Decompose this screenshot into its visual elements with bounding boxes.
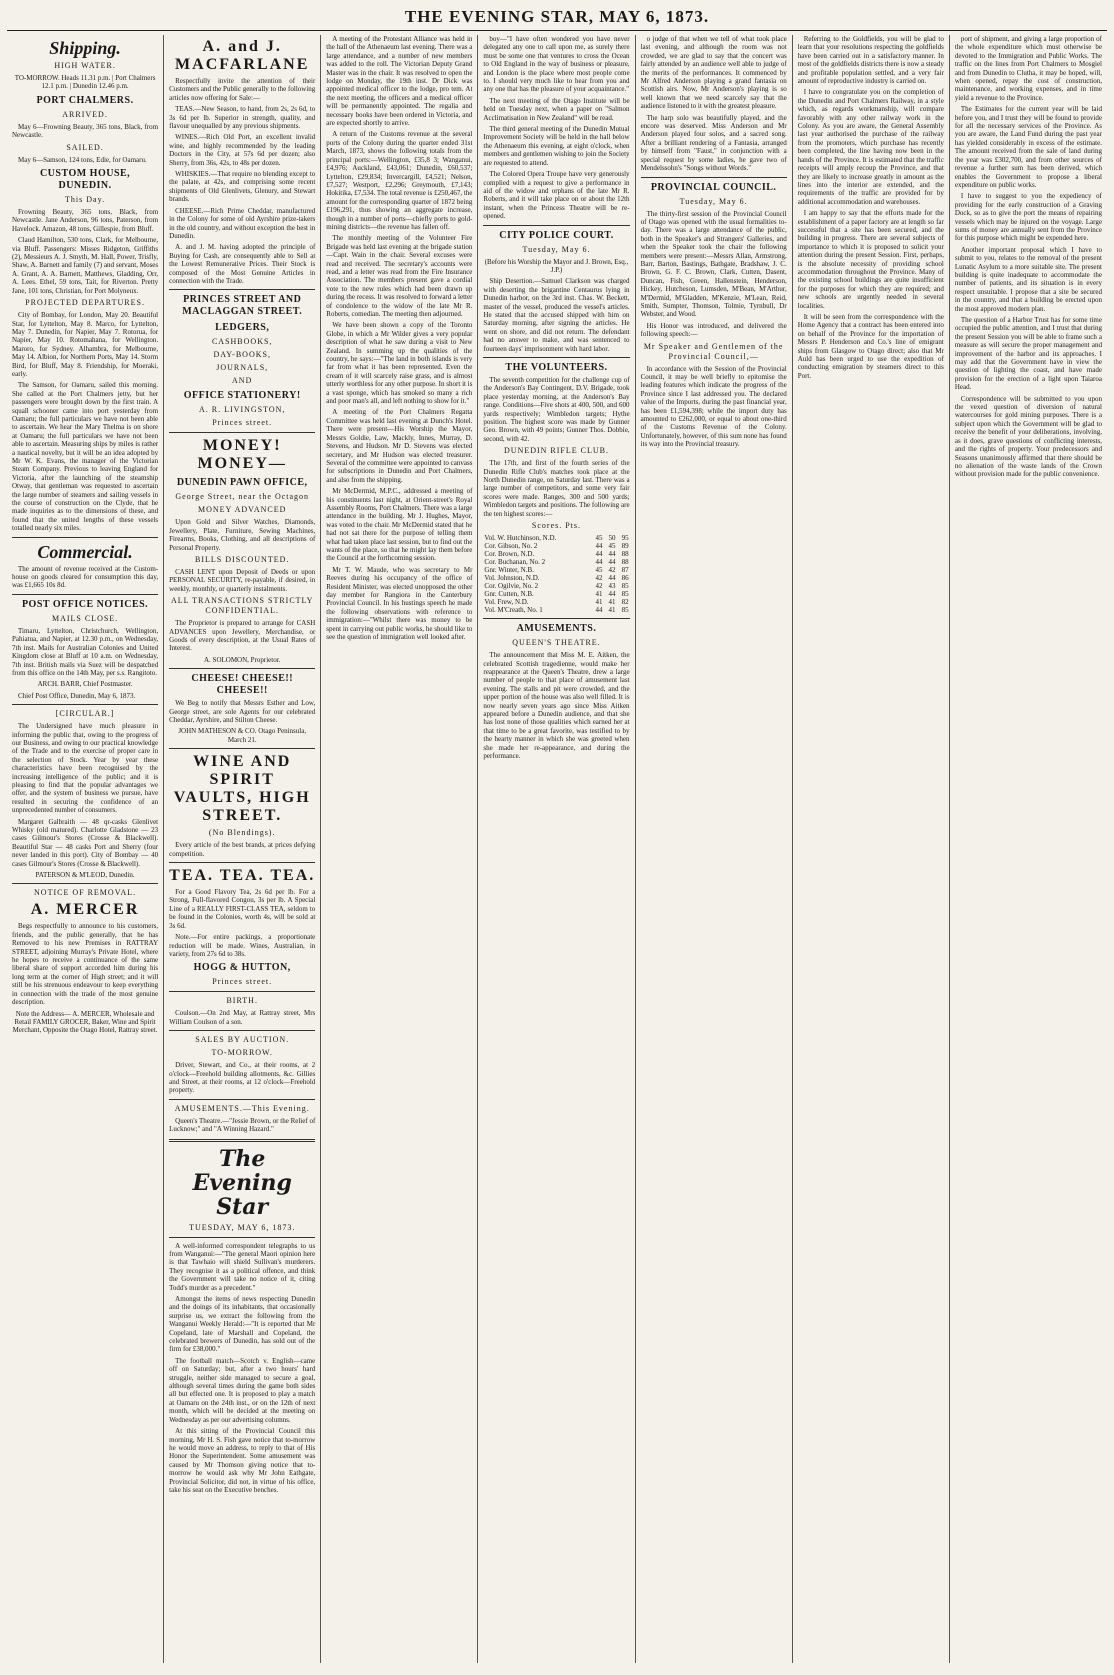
shipping-heading: Shipping.	[49, 38, 121, 58]
col7-text-2: The Estimates for the current year will be laid before you, and I trust they will be found to provide for all the necessary services of the Province. As you are aware, the Land Fund during the past year has yielded considerably in excess of the estimate. The amount received from the sale of land during the year was £302,700, and from other sources of revenue a further sum has been derived, which enables the Government to propose a liberal expenditure on public works.	[954, 105, 1102, 189]
score-300: 44	[595, 542, 603, 551]
commercial-heading: Commercial.	[37, 541, 133, 562]
score-500: 44	[608, 574, 616, 583]
cheese-text: We Beg to notify that Messrs Esther and Low, George street, are sole Agents for our celebrated Cheddar, Ayrshire, and Stilton Cheese.	[169, 699, 316, 725]
score-total: 85	[621, 606, 629, 615]
inwards-text: Frowning Beauty, 365 tons, Black, from Newcastle. Jane Anderson, 96 tons, Paterson, from Havelock. Amazon, 48 tons, Gillespie, from Bluff.	[12, 208, 159, 233]
col3-text-1: A meeting of the Protestant Alliance was held in the hall of the Athenaeum last evening. There was a large attendance, and a number of new members was added to the roll. The Victorian Deputy Grand Master was in the chair. It was resolved to open the lodge on Monday, the 19th inst. Dr Dick was appointed medical officer to the lodge, pro tem. At the next meeting, the officers and a medical officer will be permanently appointed. The regalia and necessary books have been ordered in Victoria, and are expected shortly to arrive.	[326, 35, 473, 128]
police-date: Tuesday, May 6.	[522, 244, 591, 254]
pawn-note: The Proprietor is prepared to arrange for CASH ADVANCES upon Jewellery, Merchandise, or Goods of every description, at the Usual Rates of Interest.	[169, 619, 316, 653]
score-300: 44	[595, 606, 603, 615]
arrived-text: May 6—Frowning Beauty, 365 tons, Black, from Newcastle.	[12, 122, 159, 140]
score-300: 41	[595, 598, 603, 607]
column-5	[636, 35, 793, 1663]
col5-text-1: o judge of that when we tell of what took place last evening, and although the room was not crowded, we are glad to say that the concert was fairly attended by an audience well able to judge of the merits of the performances. It commenced by Mr Alfred Anderson playing a grand fantasia on Scottish airs. Now, Mr Anderson's playing is so well known that we need scarcely say that the audience listened to it with the greatest pleasure.	[640, 35, 787, 111]
birth-heading: BIRTH.	[226, 996, 258, 1006]
bills-discounted: BILLS DISCOUNTED.	[195, 554, 290, 564]
score-300: 45	[595, 566, 603, 575]
sailed-text: May 6—Samson, 124 tons, Edie, for Oamaru.	[18, 155, 147, 164]
sales-sub: TO-MORROW.	[211, 1048, 273, 1058]
score-name: Cor. Ogilvie, No. 2	[484, 582, 539, 591]
speech-text: In accordance with the Session of the Provincial Council, it may be well briefly to epitomise the leading features which indicate the progress of the Province since I last addressed you. The declared value of the Imports, during the past financial year, has been £1,594,398; while the import duty has amounted to £262,000, or equal to about one-third of the Customs Revenue of the Colony. Unfortunately, however, of this sum none has found its way into the Provincial treasury.	[640, 364, 787, 449]
score-500: 50	[608, 534, 616, 543]
leader-4: At this sitting of the Provincial Council this morning, Mr H. S. Fish gave notice that to-morrow he would move an address, to reply to that of His Honor the Superintendent. Some amusement was caused by Mr Thomson giving notice that to-morrow he would ask why Mr John Eathgate, Provincial Solicitor, did not, in virtue of his office, take his seat on the Executive benches.	[169, 1427, 316, 1494]
score-500: 41	[608, 606, 616, 615]
score-name: Vol. Johnston, N.D.	[484, 574, 540, 583]
column-3	[321, 35, 478, 1663]
score-total: 87	[621, 566, 629, 575]
score-300: 42	[595, 582, 603, 591]
rifle-text: The 17th, and first of the fourth series of the Dunedin Rifle Club's matches took place at the North Dunedin range, on Saturday last. There was a large number of competitors, and some very fair scores were made. Ranges, 300 and 500 yards; Wimbledon targets and positions. The following are the ten highest scores:—	[483, 459, 630, 518]
amusements-section-heading: AMUSEMENTS.	[516, 623, 597, 635]
leader-2: Amongst the items of news respecting Dunedin and the doings of its inhabitants, that occasionally surprise us, we extract the following from the Wanganui Weekly Herald:—"It is reported that Mr Copeland, late of Marshall and Copeland, the celebrated brewers of Dunedin, has sold out of the firm for £38,000."	[169, 1295, 316, 1354]
col7-text-5: The question of a Harbor Trust has for some time occupied the public attention, and I trust that during the present Session you will be able to frame such a measure as will secure the proper management and improvement of the harbor and its approaches. I may add that the Government have in view the question of lighting the coast, and have made provision for the erection of a light upon Taiaroa Head.	[954, 316, 1102, 392]
projected-text: City of Bombay, for London, May 20. Beautiful Star, for Lyttelton, May 8. Marco, for Lyttelton, May 7. Dunedin, for Napier, May 7. Rotorua, for Napier, May 10. Rotomahana, for Wellington. Maroro, for Sydney. Alhambra, for Melbourne, May 14. Albion, for Northern Ports, May 14. Storm Bird, for Bluff, May 8. Friendship, for Moeraki, early.	[12, 311, 159, 378]
circular-heading: [CIRCULAR.]	[55, 709, 115, 719]
paper-date: TUESDAY, MAY 6, 1873.	[189, 1222, 296, 1232]
column-1	[7, 35, 164, 1663]
col4-text-1: boy—"I have often wondered you have never delegated any one to call upon me, as surely there must be some one that ventures to cross the Ocean to Old England in the way of business or pleasure, and London is the place where most people come to. I should very much like to hear from you and any one that has the pleasure of your acquaintance."	[483, 35, 630, 94]
ledgers: LEDGERS,	[215, 322, 270, 334]
col6-text-2: I have to congratulate you on the completion of the Dunedin and Port Chalmers Railway, in a style which, as regards workmanship, will compare favorably with any other railway work in the Colony. As you are aware, the General Assembly last year authorised the purchase of the railway from the promoters, which purchase has recently been completed, the line having now been in the hands of the Province. It is estimated that the traffic receipts will amply recoup the Province, and that they are likely to increase greatly in amount as the lines into the interior are extended, and the requirements of the traffic are provided for by additional accommodation and warehouses.	[797, 88, 944, 206]
score-total: 95	[621, 534, 629, 543]
wines-item: WINES.—Rich Old Port, an excellent invalid wine, and highly recommended by the leading Doctors in the City, at 57s 6d per dozen; also Sherry, from 36s, 42s, to 48s per dozen.	[169, 133, 316, 167]
removal-heading: NOTICE OF REMOVAL.	[34, 888, 137, 898]
score-row	[483, 574, 629, 582]
hogg-hutton: HOGG & HUTTON,	[193, 962, 291, 974]
macfarlane-text: Respectfully invite the attention of their Customers and the Public generally to the following articles now offering for Sale:—	[169, 77, 316, 102]
police-text: Ship Desertion.—Samuel Clarkson was charged with deserting the brigantine Centaurus lying in Dunedin harbor, on the 3rd inst. Chas. W. Beckett, master of the vessel, produced the vessel's articles. He stated that the accused shipped with him on Saturday morning, after signing the articles. He went on shore, and did not return. The defendant had no answer to make, and was sentenced to fourteen days' imprisonment with hard labor.	[483, 277, 630, 353]
score-300: 44	[595, 550, 603, 559]
pawn-address: George Street, near the Octagon	[175, 492, 310, 502]
amusements-heading: AMUSEMENTS.—This Evening.	[174, 1103, 310, 1113]
sales-text: Driver, Stewart, and Co., at their rooms, at 2 o'clock—Freehold building allotments, &c. Gillies and Street, at their rooms, at 12 o'clock—Freehold property.	[169, 1061, 316, 1095]
score-row	[483, 598, 629, 606]
provincial-date: Tuesday, May 6.	[679, 196, 748, 206]
columns	[7, 35, 1107, 1663]
score-total: 88	[621, 550, 629, 559]
journals: JOURNALS,	[216, 363, 269, 373]
money-advanced: MONEY ADVANCED	[197, 505, 287, 515]
col3-text-5: A meeting of the Port Chalmers Regatta Committee was held last evening at Dunch's Hotel. There were present—His Worship the Mayor, Messrs Goldie, Law, Mackly, Innes, Murray, D. Stevens, and Hudson. Mr D. Stevens was elected secretary, and Mr Hudson was elected treasurer. Several of the committee were appointed to canvass for subscriptions in Dunedin and Port Chalmers, and also from the shipping.	[326, 408, 473, 484]
masthead: THE EVENING STAR, MAY 6, 1873.	[7, 5, 1107, 31]
mercer-address: Note the Address— A. MERCER, Wholesale and Retail FAMILY GROCER, Baker, Wine and Spirit Merchant, Opposite the Otago Hotel, Rattray street.	[12, 1009, 158, 1035]
col7-text-3: I have to suggest to you the expediency of providing for the early construction of a Graving Dock, so as to give the port the means of repairing vessels which may be injured on the voyage. Large sums of money are annually sent from the Province for this purpose which might be expended here.	[954, 192, 1102, 243]
leader-3: The football match—Scotch v. English—came off on Saturday; but, after a two hours' hard struggle, neither side managed to secure a goal, although several times during the game both sides all but effected one. It is proposed to play a match at Oamaru on the 24th inst., or on the 12th of next month, which will be decided at the meeting on Wednesday as per our advertising columns.	[169, 1356, 316, 1424]
scores-table	[483, 534, 629, 614]
queens-theatre: QUEEN'S THEATRE.	[512, 638, 601, 648]
choice-sign: PATERSON & M'LEOD, Dunedin.	[35, 871, 135, 880]
score-500: 44	[608, 550, 616, 559]
score-300: 45	[595, 534, 603, 543]
post-office-sign: Chief Post Office, Dunedin, May 6, 1873.	[18, 691, 136, 700]
provincial-council-heading: PROVINCIAL COUNCIL.	[650, 181, 777, 193]
newspaper-page	[7, 5, 1107, 1665]
score-total: 89	[621, 542, 629, 551]
whiskies-item: WHISKIES.—That require no blending except to the palate, at 42s, and comprising some recent shipments of Old Glenlivets, Glenury, and Stewart brands.	[169, 170, 316, 204]
money-title: MONEY! MONEY—	[197, 437, 287, 473]
volunteers-text: The seventh competition for the challenge cup of the Anderson's Bay Contingent, D.V. Brigade, took place yesterday morning, at the Anderson's Bay range. Conditions—Five shots at 400, 500, and 600 yards respectively; Wimbledon targets; Hythe position. The highest score was made by Gunner Geo. Brown, with 49 points; Gunner Thos. Dobbie, second, with 42.	[483, 376, 630, 443]
score-300: 41	[595, 590, 603, 599]
shipping-news: The Samson, for Oamaru, sailed this morning. She called at the Port Chalmers jetty, but her passengers were brought down by the first train. A squall schooner came into port yesterday from Oamaru; the full particulars we have not been able to ascertain. We hear the Mary Thelma is on shore at Oamaru; the full particulars we have not been able to ascertain. Measuring ships by miles is rather a nautical novelty, but it will be an idea adopted by Mr W. K. Evans, the manager of the Victorian Steam Company. Previous to leaving England for Victoria, after the launching of the steamship Otway, that gentleman was requested to ascertain the large number of steamers and sailing vessels in the course of construction on the Clyde, that he made inquiries as to the dimensions of these, and found that the united lengths of these vessels totalled nearly six miles.	[12, 381, 159, 533]
score-total: 82	[621, 598, 629, 607]
score-name: Gnr. Winter, N.B.	[484, 566, 534, 575]
port-chalmers-heading: PORT CHALMERS.	[36, 94, 134, 106]
police-bench: (Before his Worship the Mayor and J. Brown, Esq., J.P.)	[484, 257, 629, 274]
birth-text: Coulson.—On 2nd May, at Rattray street, Mrs William Coulson of a son.	[169, 1009, 316, 1026]
livingston-name: A. R. LIVINGSTON,	[199, 405, 286, 415]
circular-text: The Undersigned have much pleasure in informing the public that, owing to the progress of our Business, and owing to our practical knowledge of the Trade and to the exercise of proper care in the selection of Stock. Year by year these characteristics have been recognised by the increasing intelligence of the public; and it is pleasing to find that the popular advantages we offer, and the system of business we pursue, have resulted in securing the confidence of an unprecedented number of consumers.	[12, 722, 159, 815]
col6-text-1: Referring to the Goldfields, you will be glad to learn that your resolutions respecting the goldfields have been carried out in a satisfactory manner. In most of the goldfields districts there is now a steady and profitable population settled, and a very fair amount of reproductive industry is carried on.	[797, 35, 944, 86]
office-stationery: OFFICE STATIONERY!	[183, 390, 301, 402]
commercial-text: The amount of revenue received at the Custom-house on goods cleared for consumption this day, was £1,665 10s 8d.	[12, 564, 159, 590]
high-water-heading: HIGH WATER.	[54, 61, 116, 70]
macfarlane-title: A. and J. MACFARLANE	[175, 38, 310, 73]
amusements-review: The announcement that Miss M. E. Aitken, the celebrated Scottish tragedienne, would make her reappearance at the Queen's Theatre, drew a large number of people to that place of amusement last evening. The stalls and pit were crowded, and the upper portion of the house was also well filled. It is now nearly seven years ago since Miss Aitken appeared before a Dunedin audience, and that she has lost none of those qualities which earned her at that time to be a great favorite, was testified to by the hearty manner in which she was greeted when she made her re-appearance, and during the performance.	[483, 651, 630, 760]
score-row	[483, 606, 629, 614]
score-500: 43	[608, 582, 616, 591]
score-name: Cor. Buchanan, No. 2	[484, 558, 546, 567]
score-row	[483, 550, 629, 558]
cheese-title: CHEESE! CHEESE!! CHEESE!!	[191, 673, 294, 697]
post-text: Timaru, Lyttelton, Christchurch, Wellington, Pahiatua, and Napier, at 12.30 p.m., on Wednesday, 7th inst. Mails for Australian Colonies and United Kingdom close at Bluff at 10 a.m. on Wednesday, 7th inst. British mails via Suez will be despatched from this office on the 14th May, per s.s. Rangitoto.	[12, 626, 159, 677]
cashbooks: CASHBOOKS,	[211, 337, 273, 347]
score-row	[483, 534, 629, 542]
col6-text-3: I am happy to say that the efforts made for the establishment of a paper factory are at length so far successful that a site has been secured, and the building in progress. There are several subjects of importance to which it is proposed to solicit your attention during the present Session. First, perhaps, is the absolute necessity of providing school accommodation throughout the Province. Many of the existing school buildings are quite insufficient for the purposes for which they are required; and new schools are urgently needed in several localities.	[797, 209, 944, 310]
outwards-text: Claud Hamilton, 530 tons, Clark, for Melbourne, via Bluff. Passengers: Misses Ridgeton, Griffiths (2), Messieurs A. J. Smyth, M. Hall, Power, Trisfly, Shaw, A. Barnett and family (7) and servant, Moses A. Grant, A. A. Barnett, Matthews, Gladding, Orr, A. Lees. Ethel, 59 tons, Tait, for Riverton. Pretty Jane, 101 tons, Christian, for Port Molyneux.	[12, 236, 159, 295]
score-500: 44	[608, 590, 616, 599]
wine-vaults-title: WINE AND SPIRIT VAULTS, HIGH STREET.	[173, 753, 311, 825]
postmaster: ARCH. BARR, Chief Postmaster.	[37, 680, 133, 689]
score-name: Gnr. Cutten, N.B.	[484, 590, 534, 599]
mercer-text: Begs respectfully to announce to his customers, friends, and the public generally, that he has Removed to his new Premises in RATTRAY STREET, adjoining Murray's Private Hotel, where he hopes to receive a continuance of the same liberal share of support accorded him during his long term at the corner of High street; and it will still be his strenuous endeavour to keep everything in connection with the trade of the most genuine description.	[12, 922, 159, 1007]
tea-lines: For a Good Flavory Tea, 2s 6d per lb. For a Strong, Full-flavored Congou, 3s per lb. A Special Line of a REALLY FIRST-CLASS TEA, seldom to be found in the Colonies, worth 4s, will be sold at 3s 6d.	[169, 888, 316, 930]
arrived-heading: ARRIVED.	[62, 109, 108, 119]
pawn-sign: A. SOLOMON, Proprietor.	[204, 655, 281, 664]
score-name: Cor. Brown, N.D.	[484, 550, 535, 559]
livingston-address: Princes street.	[212, 418, 273, 428]
this-day: This Day.	[65, 195, 106, 205]
col4-text-3: The third general meeting of the Dunedin Mutual Improvement Society will be held in the hall below the Athenaeum this evening, at eight o'clock, when members and gentlemen wishing to join the Society are requested to attend.	[483, 125, 630, 167]
scores-heading: Scores. Pts.	[531, 521, 582, 531]
rifle-club-heading: DUNEDIN RIFLE CLUB.	[503, 446, 609, 456]
hogg-address: Princes street.	[212, 977, 273, 987]
score-total: 88	[621, 558, 629, 567]
col7-text-1: port of shipment, and giving a large proportion of the whole expenditure which must otherwise be devoted to the Immigration and Public Works. The traffic on the lines from Port Chalmers to Mosgiel and from Dunedin to Clutha, it may be hoped, will, when opened, repay the cost of construction, maintenance, and working expenses, and in time yield a revenue to the Province.	[954, 35, 1102, 102]
cheese-sign: JOHN MATHESON & CO. Otago Peninsula, March 21.	[178, 727, 307, 744]
score-name: Vol. Frew, N.D.	[484, 598, 529, 607]
column-6	[793, 35, 950, 1663]
col7-text-4: Another important proposal which I have to submit to you, relates to the removal of the present Lunatic Asylum to a more suitable site. The present building is quite inadequate to accommodate the number of patients, and its situation is in every respect unsuitable. I propose that a site be secured in the country, and that a building be erected upon the most approved modern plan.	[954, 245, 1102, 313]
customs-heading: CUSTOM HOUSE, DUNEDIN.	[39, 168, 131, 192]
col3-text-2: A return of the Customs revenue at the several ports of the Colony during the quarter ended 31st March, 1873, shows the following totals from the principal ports:—Wellington, £35,8 3; Wanganui, £4,976; Auckland, £43,061; Dunedin, £60,537; Lyttelton, £29,834; Invercargill, £4,521; Nelson, £7,527; Westport, £2,296; Greymouth, £7,143; Hokitika, £7,534. The total revenue is £250,467, the amount for the corresponding quarter of 1872 being £196,291, thus showing an aggregate increase, though in a number of ports—chiefly ports to gold-mining districts—the revenue has fallen off.	[326, 130, 473, 231]
pawn-text: Upon Gold and Silver Watches, Diamonds, Jewellery, Plate, Furniture, Sewing Machines, Firearms, Books, Clothing, and all descriptions of Personal Property.	[169, 518, 316, 552]
pawn-office-title: DUNEDIN PAWN OFFICE,	[176, 477, 308, 489]
score-500: 45	[608, 542, 616, 551]
strictly-confidential: ALL TRANSACTIONS STRICTLY CONFIDENTIAL.	[170, 596, 314, 616]
sales-heading: SALES BY AUCTION.	[195, 1035, 290, 1045]
score-name: Vol. M'Creath, No. 1	[484, 606, 543, 615]
wine-text: Every article of the best brands, at prices defying competition.	[169, 841, 316, 858]
princes-street-heading: PRINCES STREET AND MACLAGGAN STREET.	[182, 294, 303, 318]
post-office-heading: POST OFFICE NOTICES.	[21, 598, 149, 610]
cheese-item: CHEESE.—Rich Prime Cheddar, manufactured in the Colony for some of old Ayrshire prize-takers in the old country, and without exception the best in Dunedin.	[169, 206, 316, 240]
column-4	[478, 35, 635, 1663]
score-total: 85	[621, 590, 629, 599]
score-name: Cor. Gibson, No. 2	[484, 542, 538, 551]
score-row	[483, 582, 629, 590]
score-300: 42	[595, 574, 603, 583]
col3-text-6: Mr McDermid, M.P.C., addressed a meeting of his constituents last night, at Orient-street's Royal Assembly Rooms, Port Chalmers. There was a large attendance in the building. Mr J. Hughes, Mayor, was voted to the chair. Mr McDermid stated that he had not sat there for the purpose of telling them what had taken place last session, but to find out the wants of the place, so that he might lay them before the Council at the forthcoming session.	[326, 487, 473, 563]
score-row	[483, 590, 629, 598]
leader-1: A well-informed correspondent telegraphs to us from Wanganui:—"The general Maori opinion here is that Tawhaio will shield Sullivan's murderers. They recognise it as a political offence, and think the Government will take no notice of it, citing Todd's murder as a precedent."	[169, 1241, 316, 1292]
and-word: AND	[232, 376, 253, 386]
projected-heading: PROJECTED DEPARTURES.	[25, 298, 145, 308]
col7-text-6: Correspondence will be submitted to you upon the vexed question of diversion of natural watercourses for gold mining purposes. There is a subject upon which the Government will be glad to receive the benefit of your deliberations, involving, as it does, grave questions of conflicting interests, and the rights of property. Your predecessors and Seasons unanimously affirmed that there should be no alienation of the waste lands of the Crown without provision made for the public convenience.	[954, 394, 1102, 479]
provincial-text-1: The thirty-first session of the Provincial Council of Otago was opened with the usual formalities to-day. There was a large attendance of the public, both in the Speaker's and Strangers' Galleries, and when the Speaker took the chair the following members were present:—Messrs Allan, Armstrong, Barr, Barton, Bastings, Bathgate, Bradshaw, J. C. Brown, G. F. C. Brown, Clark, Cutten, Dasent, Duncan, Fish, Green, Hallenstein, Henderson, Hickey, Hutcheson, Lumsden, M'Bean, M'Arthur, M'Dermid, M'Gladden, M'Kenzie, M'Lean, Reid, Smith, Sumpter, Thomson, Tolmie, Tyrnbull, Dr Webster, and Wood.	[640, 209, 787, 319]
teas-item: TEAS.—New Season, to hand, from 2s, 2s 6d, to 3s 6d per lb. Superior in strength, quality, and flavour unequalled by any previous shipments.	[169, 105, 316, 131]
score-row	[483, 566, 629, 574]
speech-heading: Mr Speaker and Gentlemen of the Provincial Council,—	[643, 341, 784, 361]
high-water-times: TO-MORROW. Heads 11.31 p.m. | Port Chalmers 12.1 p.m. | Dunedin 12.46 p.m.	[14, 74, 156, 91]
col3-text-3: The monthly meeting of the Volunteer Fire Brigade was held last evening at the brigade station—Capt. Wain in the chair. Several excuses were read and received. The secretary's accounts were read, and a letter was read from the Fire Insurance Association. The members present gave a cordial vote to the new rules which had been drawn up during the recess. It was resolved to forward a letter of condolence to the widow of the late Mr R. Roberts, comedian. The meeting then adjourned.	[326, 234, 473, 318]
mails-close: MAILS CLOSE.	[51, 613, 119, 623]
score-total: 86	[621, 574, 629, 583]
tea-title: TEA. TEA. TEA.	[169, 867, 316, 885]
daybooks: DAY-BOOKS,	[213, 350, 271, 360]
wine-sub: (No Blendings).	[208, 828, 276, 838]
police-court-heading: CITY POLICE COURT.	[499, 229, 614, 241]
col4-text-2: The next meeting of the Otago Institute will be held on Tuesday next, when a paper on "Salmon Acclimatisation in New Zealand" will be read.	[483, 96, 630, 122]
tea-note: Note.—For entire packings, a proportionate reduction will be made. Wines, Australian, in variety, from 27s 6d to 38s.	[169, 933, 316, 958]
volunteers-heading: THE VOLUNTEERS.	[505, 362, 608, 373]
cash-lent: CASH LENT upon Deposit of Deeds or upon PERSONAL SECURITY, re-payable, if desired, in weekly, monthly, or quarterly instalments.	[169, 567, 316, 593]
score-row	[483, 542, 629, 550]
choice-items: Margaret Galbraith — 48 qr-casks Glenlivet Whisky (old matured). Charlotte Gladstone — 23 cases Gilmour's Stores (Crosse & Blackwell). Beautiful Star — 48 casks Port and Sherry (four never landed in this port). City of Bombay — 40 cases Gilmour's Stores (Crosse & Blackwell).	[12, 817, 159, 868]
sailed-heading: SAILED.	[66, 142, 104, 152]
column-2	[164, 35, 321, 1663]
col3-text-7: Mr T. W. Maude, who was secretary to Mr Reeves during his occupancy of the office of Resident Minister, was elected unopposed the other day member for Rangiora in the Canterbury Provincial Council. In his hustings speech he made the following observations with reference to immigration:—"Whilst there was money to be spent in carrying out public works, he should like to see the question of immigration well looked after.	[326, 565, 473, 642]
provincial-text-2: His Honor was introduced, and delivered the following speech:—	[640, 321, 787, 339]
col6-text-4: It will be seen from the correspondence with the Home Agency that a contract has been entered into on behalf of the Province for the importation of Messrs P. Henderson and Co.'s line of emigrant ships from Glasgow to Otago direct; also that Mr Auld has been urged to use the expedition of conducting emigration by steamers direct to this Port.	[797, 313, 944, 380]
mercer-title: A. MERCER	[30, 901, 140, 919]
col3-text-4: We have been shown a copy of the Toronto Globe, in which a Mr Wilder gives a very popular description of what he saw during a visit to New Zealand. In summing up the qualities of the country, he says:—"The land in both islands is very far from what it has been represented. Even the cream of it will scarcely raise grass, and is almost utterly worthless for any other purpose. In short it is a vast sponge, which has smoked so many a rich and poor man's all, and left nothing to show for it."	[326, 321, 473, 406]
score-total: 85	[621, 582, 629, 591]
score-500: 42	[608, 566, 616, 575]
macfarlane-note: A. and J. M. having adopted the principle of Buying for Cash, are consequently able to Sell at the Lowest Remunerative Prices. Their Stock is composed of the Most Genuine Articles in connection with the Trade.	[169, 243, 316, 285]
score-500: 44	[608, 558, 616, 567]
amusements-text: Queen's Theatre.—"Jessie Brown, or the Relief of Lucknow;" and "A Winning Hazard."	[169, 1116, 316, 1134]
score-name: Vol. W. Hutchinson, N.D.	[484, 534, 557, 543]
score-500: 41	[608, 598, 616, 607]
col4-text-4: The Colored Opera Troupe have very generously complied with a request to give a performance in aid of the widow and orphans of the late Mr R. Roberts, and it will take place on or about the 12th instant, when the Princess Theatre will be re-opened.	[483, 170, 630, 221]
column-7	[950, 35, 1107, 1663]
col5-text-2: The harp solo was beautifully played, and the encore was deserved. Miss Anderson and Mr Anderson played four solos, and a sacred song. After a brilliant rendering of a Fantasia, arranged by himself from "Faust," in conjunction with a special request by some ladies, he gave two of Mendelssohn's "Songs without Words."	[640, 113, 787, 173]
paper-nameplate: The Evening Star	[192, 1145, 292, 1220]
score-300: 44	[595, 558, 603, 567]
score-row	[483, 558, 629, 566]
